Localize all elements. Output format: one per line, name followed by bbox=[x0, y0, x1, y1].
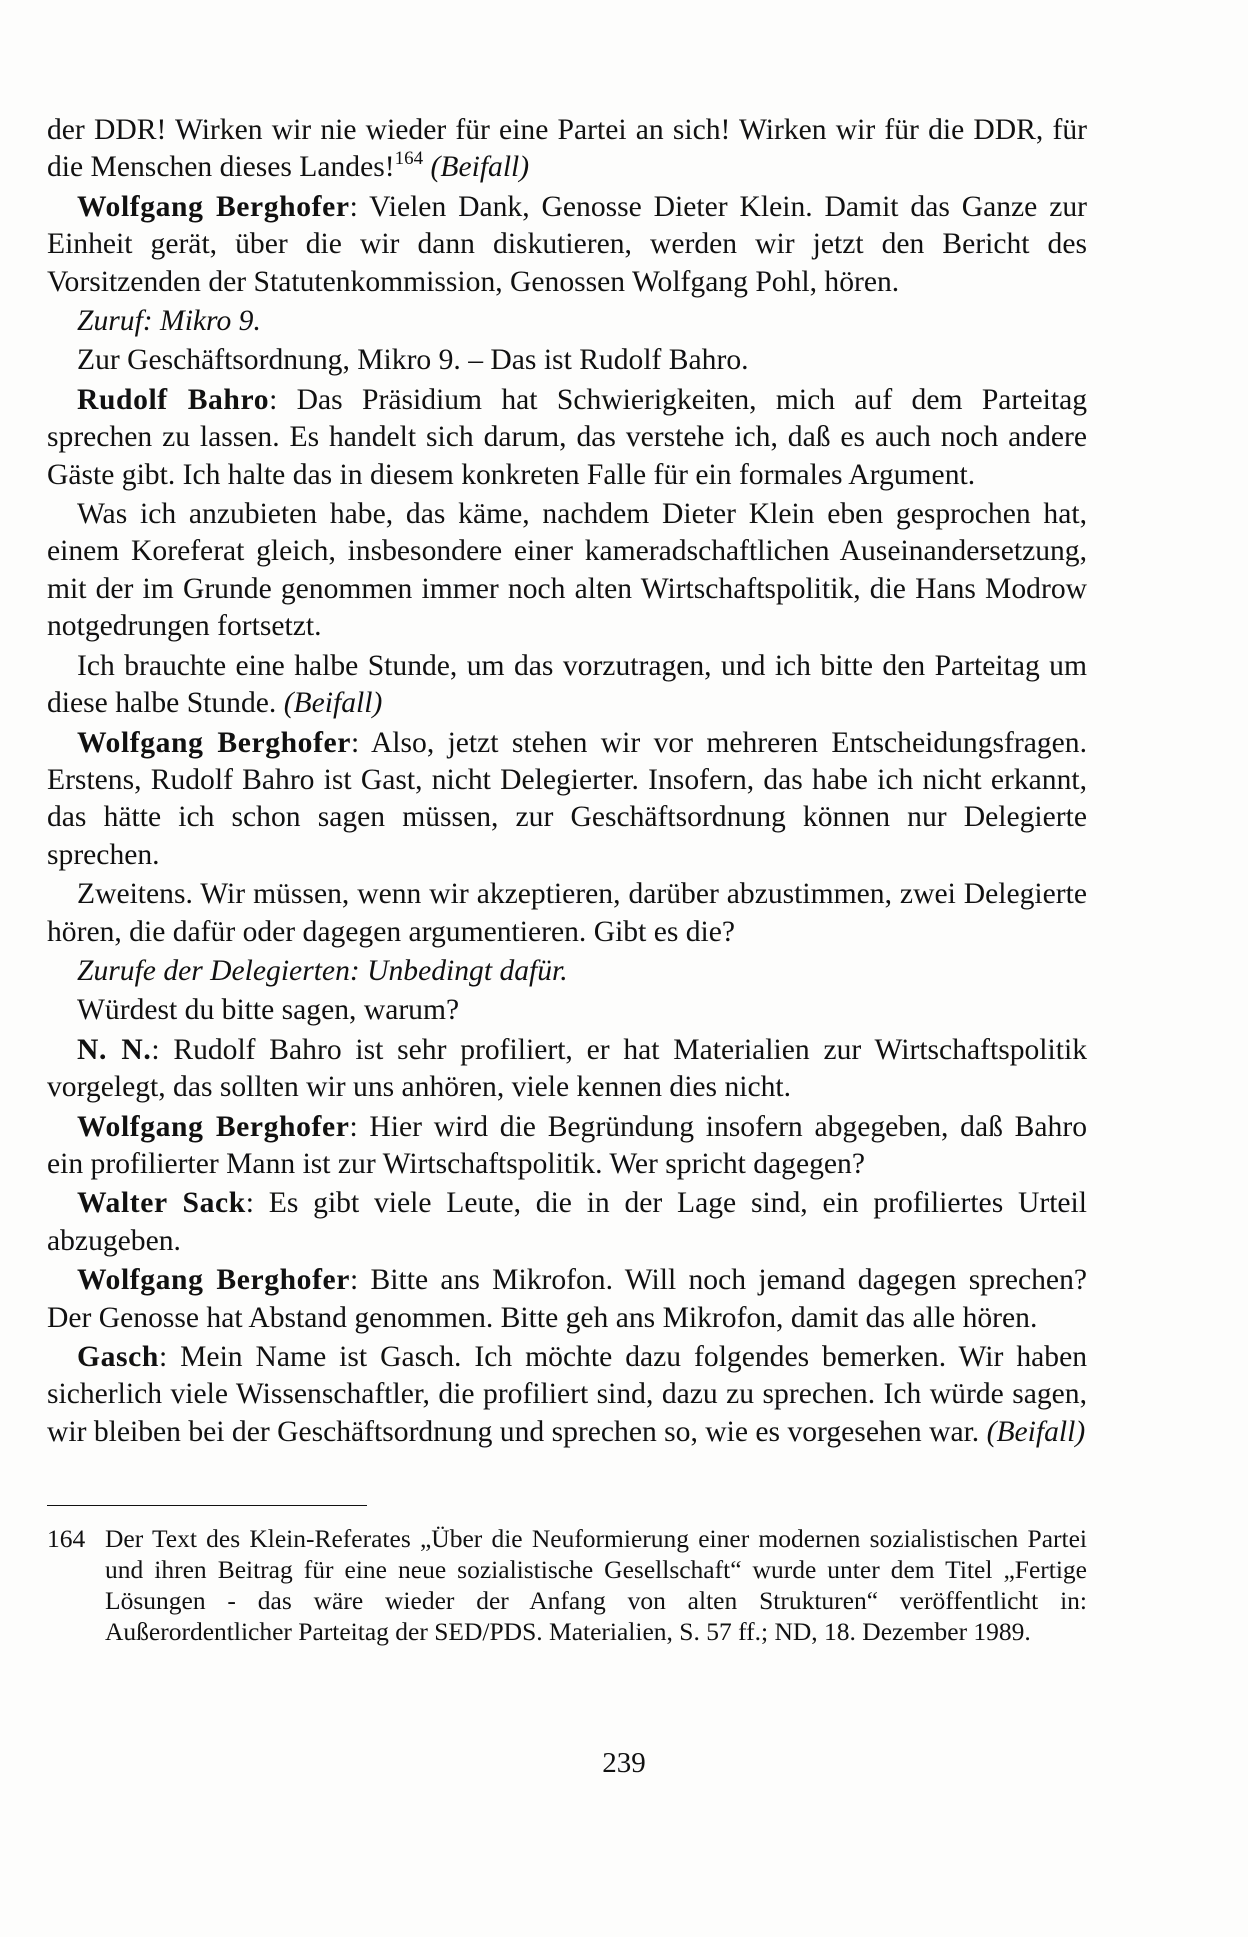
footnote-text: Der Text des Klein-Referates „Über die Neuformierung einer modernen sozialistischen Partei und ihren Beitrag für eine neue sozialistische Gesellschaft“ wurde unter dem Titel „Fertige Lösungen - das wäre wieder der Anfang von alten Strukturen“ veröffentlicht in: Außerordentlicher Parteitag der SED/PDS. Materialien, S. 57 ff.; ND, 18. Dezember 1989. bbox=[105, 1524, 1087, 1646]
speaker-name: Walter Sack bbox=[77, 1187, 246, 1220]
speaker-name: Wolfgang Berghofer bbox=[77, 1110, 350, 1143]
speech-text: : Bitte ans Mikrofon. Will noch jemand dagegen sprechen? Der Genosse hat Abstand genommen. Bitte geh ans Mikrofon, damit das alle hören. bbox=[47, 1264, 1087, 1334]
footnote-reference[interactable]: 164 bbox=[394, 148, 424, 170]
paragraph-15 bbox=[47, 1262, 1087, 1337]
speech-text: : Also, jetzt stehen wir vor mehreren Entscheidungsfragen. Erstens, Rudolf Bahro ist Gast, nicht Delegierter. Insofern, das habe ich nicht erkannt, das hätte ich schon sagen müssen, zur Geschäftsordnung können nur Delegierte sprechen. bbox=[47, 726, 1087, 871]
paragraph-7 bbox=[47, 648, 1087, 723]
paragraph-9 bbox=[47, 876, 1087, 951]
paragraph-4 bbox=[47, 342, 1087, 379]
body-text bbox=[47, 112, 1087, 1453]
paragraph-14 bbox=[47, 1185, 1087, 1260]
paragraph-text: der DDR! Wirken wir nie wieder für eine Partei an sich! Wirken wir für die DDR, für die Menschen dieses Landes! bbox=[47, 114, 1087, 184]
stage-direction: (Beifall) bbox=[979, 1415, 1086, 1448]
paragraph-1 bbox=[47, 112, 1087, 187]
paragraph-12 bbox=[47, 1032, 1087, 1107]
footnote-separator bbox=[47, 1505, 367, 1506]
speaker-name: Wolfgang Berghofer bbox=[77, 1264, 350, 1297]
paragraph-3 bbox=[47, 303, 1087, 340]
paragraph-text: Was ich anzubieten habe, das käme, nachdem Dieter Klein eben gesprochen hat, einem Koreferat gleich, insbesondere einer kameradschaftlichen Auseinandersetzung, mit der im Grunde genommen immer noch alten Wirtschaftspolitik, die Hans Modrow notgedrungen fortsetzt. bbox=[47, 498, 1087, 643]
speech-text: : Das Präsidium hat Schwierigkeiten, mich auf dem Parteitag sprechen zu lassen. Es handelt sich darum, das verstehe ich, daß es auch noch andere Gäste gibt. Ich halte das in diesem konkreten Falle für ein formales Argument. bbox=[47, 383, 1087, 491]
paragraph-2 bbox=[47, 189, 1087, 301]
paragraph-5 bbox=[47, 382, 1087, 494]
paragraph-text: Zweitens. Wir müssen, wenn wir akzeptieren, darüber abzustimmen, zwei Delegierte hören, die dafür oder dagegen argumentieren. Gibt es die? bbox=[47, 878, 1087, 948]
speech-text: : Rudolf Bahro ist sehr profiliert, er hat Materialien zur Wirtschaftspolitik vorgelegt, das sollten wir uns anhören, viele kennen dies nicht. bbox=[47, 1033, 1087, 1104]
stage-direction: (Beifall) bbox=[276, 687, 383, 720]
footnote bbox=[47, 1523, 1087, 1647]
paragraph-16 bbox=[47, 1339, 1087, 1451]
stage-direction: Zurufe der Delegierten: Unbedingt dafür. bbox=[77, 954, 568, 987]
footnote-number: 164 bbox=[47, 1524, 86, 1553]
paragraph-6 bbox=[47, 496, 1087, 646]
speaker-name: N. N. bbox=[77, 1033, 152, 1066]
paragraph-10 bbox=[47, 953, 1087, 990]
paragraph-text: Würdest du bitte sagen, warum? bbox=[77, 994, 460, 1027]
paragraph-11 bbox=[47, 992, 1087, 1029]
page-number: 239 bbox=[602, 1747, 646, 1779]
stage-direction: (Beifall) bbox=[423, 151, 530, 184]
speech-text: : Mein Name ist Gasch. Ich möchte dazu folgendes bemerken. Wir haben sicherlich viele Wissenschaftler, die profiliert sind, dazu zu sprechen. Ich würde sagen, wir bleiben bei der Geschäftsordnung und sprechen so, wie es vorgesehen war. bbox=[47, 1341, 1087, 1448]
speaker-name: Gasch bbox=[77, 1341, 159, 1373]
speech-text: : Es gibt viele Leute, die in der Lage sind, ein profiliertes Urteil abzugeben. bbox=[47, 1187, 1088, 1257]
speaker-name: Rudolf Bahro bbox=[77, 383, 270, 416]
speech-text: : Hier wird die Begründung insofern abgegeben, daß Bahro ein profilierter Mann ist zur Wirtschaftspolitik. Wer spricht dagegen? bbox=[47, 1110, 1087, 1180]
paragraph-text: Ich brauchte eine halbe Stunde, um das vorzutragen, und ich bitte den Parteitag um diese halbe Stunde. bbox=[47, 649, 1087, 720]
speaker-name: Wolfgang Berghofer bbox=[77, 190, 350, 223]
stage-direction: Zuruf: Mikro 9. bbox=[77, 305, 261, 338]
paragraph-8 bbox=[47, 725, 1087, 875]
speaker-name: Wolfgang Berghofer bbox=[77, 726, 352, 759]
speech-text: : Vielen Dank, Genosse Dieter Klein. Damit das Ganze zur Einheit gerät, über die wir dann diskutieren, werden wir jetzt den Bericht des Vorsitzenden der Statutenkommission, Genossen Wolfgang Pohl, hören. bbox=[47, 190, 1087, 298]
paragraph-13 bbox=[47, 1109, 1087, 1184]
paragraph-text: Zur Geschäftsordnung, Mikro 9. – Das ist Rudolf Bahro. bbox=[77, 344, 749, 377]
